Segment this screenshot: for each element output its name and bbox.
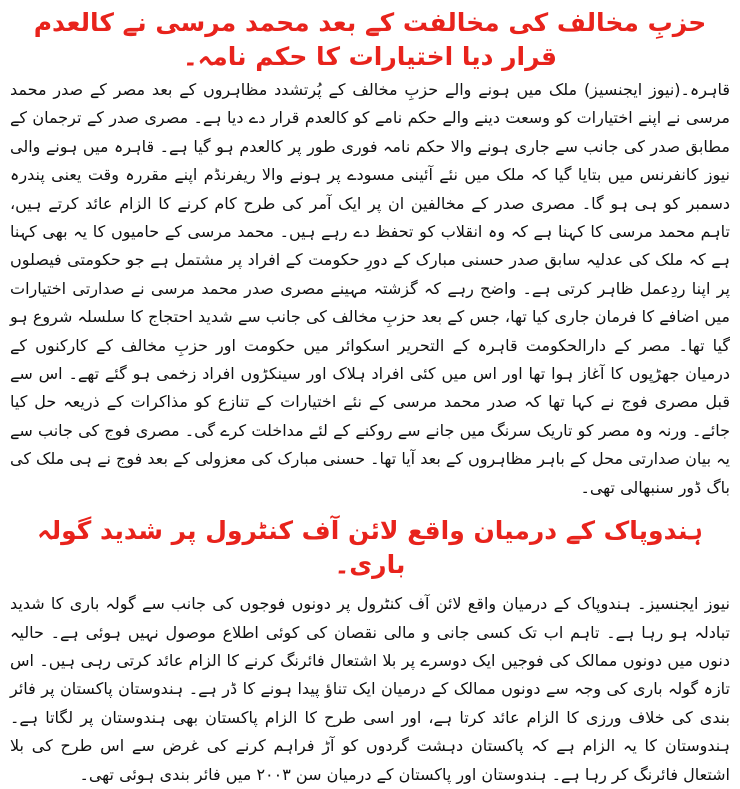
- article-loc-shelling: [10, 514, 730, 789]
- article-egypt: [10, 6, 730, 502]
- article-headline: ہندوپاک کے درمیان واقع لائن آف کنٹرول پر شدید گولہ باری۔: [37, 516, 703, 580]
- article-headline: حزبِ مخالف کی مخالفت کے بعد محمد مرسی نے کالعدم قرار دیا اختیارات کا حکم نامہ۔: [33, 8, 707, 71]
- article-body: قاہرہ۔(نیوز ایجنسیز) ملک میں ہونے والے حزبِ مخالف کے پُرتشدد مظاہروں کے بعد مصر کے صدر محمد مرسی نے اپنے اختیارات کو وسعت دینے والے حکم نامے کو کالعدم قرار دے دیا ہے۔ مصری صدر کے ترجمان کے مطابق صدر کی جانب سے جاری ہونے والا حکم نامہ فوری طور پر کالعدم ہو گیا ہے۔ قاہرہ میں ہونے والی نیوز کانفرنس میں بتایا گیا کہ ملک میں نئے آئینی مسودے پر ہونے والا ریفرنڈم اپنے مقررہ وقت یعنی پندرہ دسمبر کو ہی ہو گا۔ مصری صدر کے مخالفین ان پر ایک آمر کی طرح کام کرنے کا الزام عائد کرتے ہیں، تاہم محمد مرسی کا کہنا ہے کہ وہ انقلاب کو تحفظ دے رہے ہیں۔ محمد مرسی کے حامیوں کا یہ بھی کہنا ہے کہ ملک کی عدلیہ سابق صدر حسنی مبارک کے دورِ حکومت کے افراد پر مشتمل ہے جو حکومتی فیصلوں پر اپنا ردِعمل ظاہر کرتی ہے۔ واضح رہے کہ گزشتہ مہینے مصری صدر محمد مرسی نے صدارتی اختیارات میں اضافے کا فرمان جاری کیا تھا، جس کے بعد حزبِ مخالف کی جانب سے شدید احتجاج کا سلسلہ شروع ہو گیا تھا۔ مصر کے دارالحکومت قاہرہ کے التحریر اسکوائر میں حکومت اور حزبِ مخالف کے کارکنوں کے درمیان جھڑپوں کا آغاز ہوا تھا اور اس میں کئی افراد ہلاک اور سینکڑوں افراد زخمی ہو گئے تھے۔ اس سے قبل مصری فوج نے کہا تھا کہ صدر محمد مرسی کے نئے اختیارات کے تنازع کو مذاکرات کے ذریعہ حل کیا جائے۔ ورنہ وہ مصر کو تاریک سرنگ میں جانے سے روکنے کے لئے مداخلت کرے گی۔ مصری فوج کی جانب سے یہ بیان صدارتی محل کے باہر مظاہروں کے بعد آیا تھا۔ حسنی مبارک کی معزولی کے بعد فوج نے ہی ملک کی باگ ڈور سنبھالی تھی۔: [10, 80, 731, 497]
- article-body: نیوز ایجنسیز۔ ہندوپاک کے درمیان واقع لائن آف کنٹرول پر دونوں فوجوں کی جانب سے گولہ باری کا شدید تبادلہ ہو رہا ہے۔ تاہم اب تک کسی جانی و مالی نقصان کی کوئی اطلاع موصول نہیں ہوئی ہے۔ حالیہ دنوں میں دونوں ممالک کی فوجیں ایک دوسرے پر بلا اشتعال فائرنگ کرنے کا الزام عائد کرتی رہی ہیں۔ اس تازہ گولہ باری کی وجہ سے دونوں ممالک کے درمیان ایک تناؤ پیدا ہونے کا ڈر ہے۔ ہندوستان پاکستان پر فائر بندی کی خلاف ورزی کا الزام عائد کرتا ہے، اور اسی طرح کا الزام پاکستان بھی ہندوستان پر لگاتا ہے۔ ہندوستان کا یہ الزام ہے کہ پاکستان دہشت گردوں کو آڑ فراہم کرنے کی غرض سے اس طرح کی بلا اشتعال فائرنگ کر رہا ہے۔ ہندوستان اور پاکستان کے درمیان سن ۲۰۰۳ میں فائر بندی ہوئی تھی۔: [10, 594, 730, 784]
